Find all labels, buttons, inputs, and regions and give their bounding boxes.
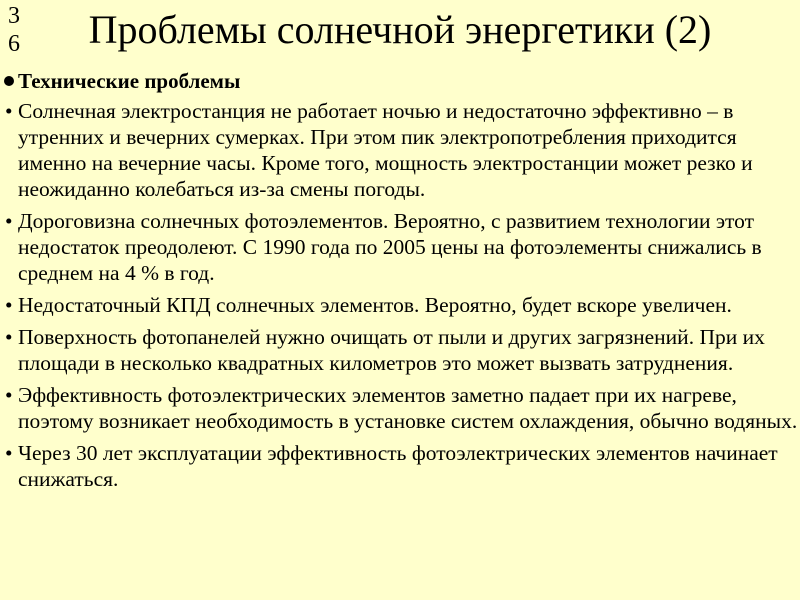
slide-title: Проблемы солнечной энергетики (2)	[88, 7, 712, 52]
bullet-item: • Эффективность фотоэлектрических элементов заметно падает при их нагреве, поэтому возникает необходимость в установке систем охлаждения, обычно водяных.	[2, 382, 798, 434]
bullet-list	[2, 98, 798, 498]
bullet-item: • Через 30 лет эксплуатации эффективность фотоэлектрических элементов начинает снижаться.	[2, 440, 798, 492]
bullet-item: • Недостаточный КПД солнечных элементов. Вероятно, будет вскоре увеличен.	[2, 292, 798, 318]
bullet-dot-icon	[4, 76, 14, 86]
section-heading	[4, 68, 240, 94]
bullet-item: • Солнечная электростанция не работает ночью и недостаточно эффективно – в утренних и вечерних сумерках. При этом пик электропотребления приходится именно на вечерние часы. Кроме того, мощность электростанции может резко и неожиданно колебаться из-за смены погоды.	[2, 98, 798, 202]
slide-number-line: 6	[8, 31, 20, 57]
section-heading-text: Технические проблемы	[18, 69, 241, 93]
bullet-item: • Поверхность фотопанелей нужно очищать от пыли и других загрязнений. При их площади в несколько квадратных километров это может вызвать затруднения.	[2, 324, 798, 376]
bullet-item: • Дороговизна солнечных фотоэлементов. Вероятно, с развитием технологии этот недостаток преодолеют. С 1990 года по 2005 цены на фотоэлементы снижались в среднем на 4 % в год.	[2, 208, 798, 286]
slide-number-line: 3	[8, 3, 20, 29]
